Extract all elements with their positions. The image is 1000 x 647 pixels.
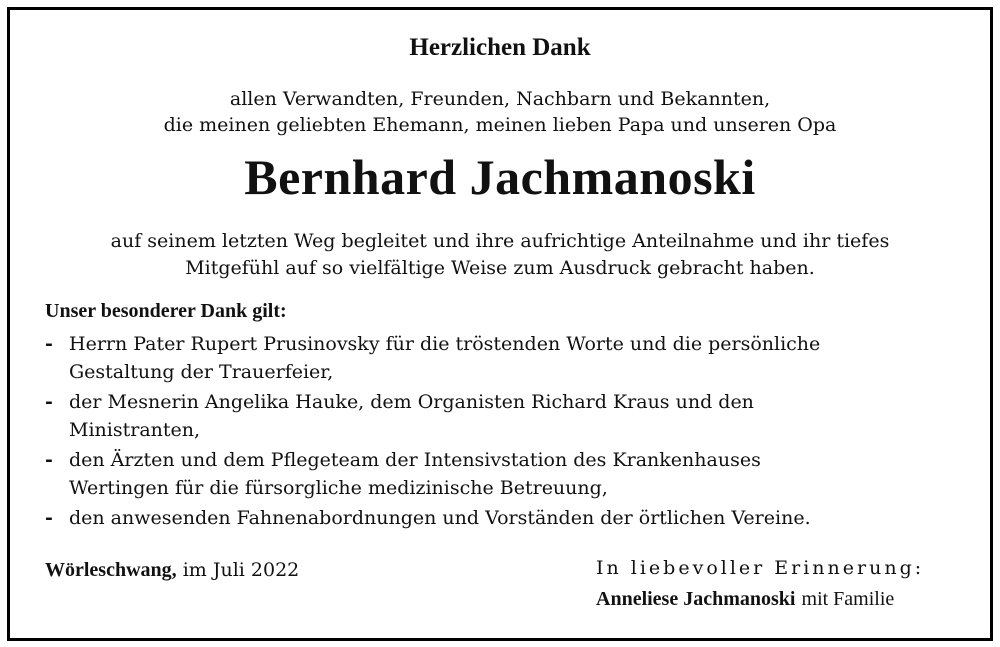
- date: im Juli 2022: [182, 559, 300, 581]
- list-item: [45, 388, 945, 444]
- list-item-line-2: Wertingen für die fürsorgliche medizinische Betreuung,: [69, 477, 608, 499]
- dash-bullet: -: [45, 391, 53, 413]
- place-date: [45, 559, 299, 582]
- signature: [596, 588, 894, 611]
- dash-bullet: -: [45, 333, 53, 355]
- list-item-line-2: Gestaltung der Trauerfeier,: [69, 361, 334, 383]
- intro-line-1: allen Verwandten, Freunden, Nachbarn und Bekannten,: [229, 88, 771, 110]
- intro-text: [10, 86, 990, 138]
- list-item-line-1: den anwesenden Fahnenabordnungen und Vorständen der örtlichen Vereine.: [69, 507, 811, 529]
- list-item-line-1: Herrn Pater Rupert Prusinovsky für die tröstenden Worte und die persönliche: [69, 333, 821, 355]
- special-thanks-label: Unser besonderer Dank gilt:: [45, 300, 287, 322]
- list-item-line-2: Ministranten,: [69, 419, 201, 441]
- memory-line: In liebevoller Erinnerung:: [596, 557, 925, 579]
- list-item-line-1: den Ärzten und dem Pflegeteam der Intensivstation des Krankenhauses: [69, 449, 761, 471]
- intro-line-2: die meinen geliebten Ehemann, meinen lieben Papa und unseren Opa: [163, 114, 837, 136]
- signature-family: mit Familie: [801, 588, 895, 610]
- thanks-line-1: auf seinem letzten Weg begleitet und ihre aufrichtige Anteilnahme und ihr tiefes: [110, 230, 890, 252]
- thanks-text: [10, 228, 990, 282]
- list-item: [45, 504, 945, 532]
- dash-bullet: -: [45, 449, 53, 471]
- deceased-name: Bernhard Jachmanoski: [244, 149, 756, 205]
- list-item: [45, 330, 945, 386]
- thanks-list: [45, 330, 945, 534]
- dash-bullet: -: [45, 507, 53, 529]
- place: Wörleschwang,: [45, 559, 177, 581]
- thanks-line-2: Mitgefühl auf so vielfältige Weise zum Ausdruck gebracht haben.: [185, 257, 815, 279]
- obituary-card: [7, 7, 993, 641]
- list-item: [45, 446, 945, 502]
- list-item-line-1: der Mesnerin Angelika Hauke, dem Organisten Richard Kraus und den: [69, 391, 754, 413]
- heading: Herzlichen Dank: [409, 34, 591, 61]
- signature-name: Anneliese Jachmanoski: [596, 588, 796, 610]
